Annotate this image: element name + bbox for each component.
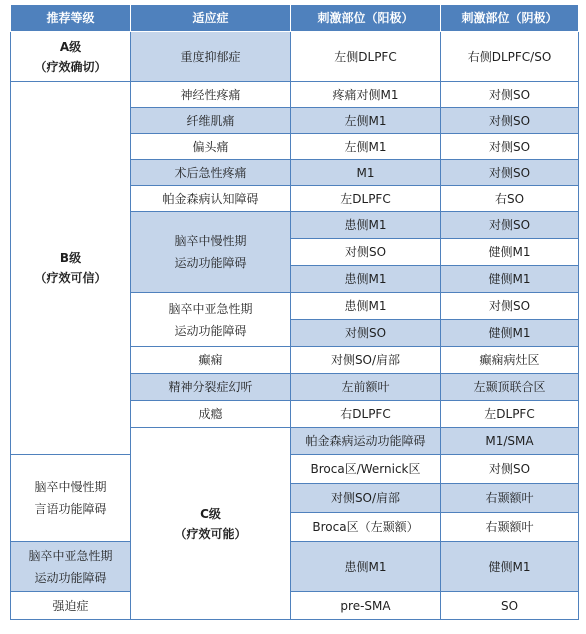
indication-line-1: 脑卒中慢性期 <box>174 234 247 248</box>
cathode-cell: 对侧SO <box>441 455 579 484</box>
table-row <box>11 455 579 484</box>
table-header-row <box>11 5 579 32</box>
indication-cell <box>131 293 291 347</box>
indication-cell: 神经性疼痛 <box>131 82 291 108</box>
anode-cell: 患侧M1 <box>291 293 441 320</box>
indication-cell: 偏头痛 <box>131 134 291 160</box>
indication-cell: 纤维肌痛 <box>131 108 291 134</box>
indication-line-1: 脑卒中亚急性期 <box>168 301 253 316</box>
indication-line-2: 运动功能障碍 <box>174 256 247 270</box>
anode-cell: 疼痛对侧M1 <box>291 82 441 108</box>
table-row <box>11 592 579 620</box>
cathode-cell: 左DLPFC <box>441 401 579 428</box>
grade-b-cell <box>11 82 131 455</box>
anode-cell: 对侧SO <box>291 239 441 266</box>
cathode-cell: 癫痫病灶区 <box>441 347 579 374</box>
indication-line-2: 运动功能障碍 <box>34 570 107 585</box>
grade-c-cell <box>131 428 291 620</box>
indication-cell: 成瘾 <box>131 401 291 428</box>
grade-b-note: （疗效可信） <box>34 271 107 285</box>
grade-c-name: C级 <box>200 506 221 521</box>
cathode-cell: 健侧M1 <box>441 320 579 347</box>
header-grade: 推荐等级 <box>11 5 131 32</box>
cathode-cell: SO <box>441 592 579 620</box>
cathode-cell: 对侧SO <box>441 160 579 186</box>
cathode-cell: 对侧SO <box>441 212 579 239</box>
indication-cell: 帕金森病运动功能障碍 <box>291 428 441 455</box>
cathode-cell: 健侧M1 <box>441 266 579 293</box>
grade-a-note: （疗效确切） <box>34 59 107 74</box>
indication-cell <box>11 455 131 542</box>
recommendation-table <box>10 4 579 620</box>
anode-cell: 左侧M1 <box>291 108 441 134</box>
anode-cell: 左侧DLPFC <box>291 32 441 82</box>
header-cathode: 刺激部位（阴极） <box>441 5 579 32</box>
anode-cell: 左前额叶 <box>291 374 441 401</box>
anode-cell: 右DLPFC <box>291 401 441 428</box>
indication-line-1: 脑卒中亚急性期 <box>28 548 113 563</box>
indication-cell: 术后急性疼痛 <box>131 160 291 186</box>
indication-cell: 癫痫 <box>131 347 291 374</box>
cathode-cell: 右SO <box>441 186 579 212</box>
anode-cell: 患侧M1 <box>291 542 441 592</box>
indication-line-2: 运动功能障碍 <box>174 323 247 338</box>
anode-cell: 对侧SO/肩部 <box>291 347 441 374</box>
cathode-cell: 健侧M1 <box>441 542 579 592</box>
indication-cell: 强迫症 <box>11 592 131 620</box>
recommendation-table-wrapper <box>10 4 579 620</box>
indication-cell <box>11 542 131 592</box>
anode-cell: 左侧M1 <box>291 134 441 160</box>
anode-cell: 对侧SO/肩部 <box>291 484 441 513</box>
table-row <box>11 32 579 82</box>
anode-cell: 对侧SO <box>291 320 441 347</box>
indication-cell: 重度抑郁症 <box>131 32 291 82</box>
header-indication: 适应症 <box>131 5 291 32</box>
table-row <box>11 82 579 108</box>
grade-a-cell <box>11 32 131 82</box>
indication-line-1: 脑卒中慢性期 <box>34 480 107 494</box>
cathode-cell: 左颞顶联合区 <box>441 374 579 401</box>
indication-line-2: 言语功能障碍 <box>34 502 107 516</box>
anode-cell: Broca区/Wernick区 <box>291 455 441 484</box>
cathode-cell: 右侧DLPFC/SO <box>441 32 579 82</box>
cathode-cell: 对侧SO <box>441 108 579 134</box>
cathode-cell: 对侧SO <box>441 293 579 320</box>
anode-cell: 患侧M1 <box>291 266 441 293</box>
cathode-cell: 对侧SO <box>441 82 579 108</box>
grade-c-note: （疗效可能） <box>174 526 247 541</box>
cathode-cell: 右颞额叶 <box>441 484 579 513</box>
anode-cell: 左DLPFC <box>291 186 441 212</box>
anode-cell: M1/SMA <box>441 428 579 455</box>
header-anode: 刺激部位（阳极） <box>291 5 441 32</box>
anode-cell: M1 <box>291 160 441 186</box>
anode-cell: pre-SMA <box>291 592 441 620</box>
cathode-cell: 健侧M1 <box>441 239 579 266</box>
indication-cell: 精神分裂症幻听 <box>131 374 291 401</box>
grade-b-name: B级 <box>59 251 82 265</box>
indication-cell <box>131 212 291 293</box>
anode-cell: 患侧M1 <box>291 212 441 239</box>
indication-cell: 帕金森病认知障碍 <box>131 186 291 212</box>
grade-a-name: A级 <box>59 39 82 54</box>
table-row <box>11 542 579 592</box>
cathode-cell: 右颞额叶 <box>441 513 579 542</box>
cathode-cell: 对侧SO <box>441 134 579 160</box>
anode-cell: Broca区（左颞额） <box>291 513 441 542</box>
